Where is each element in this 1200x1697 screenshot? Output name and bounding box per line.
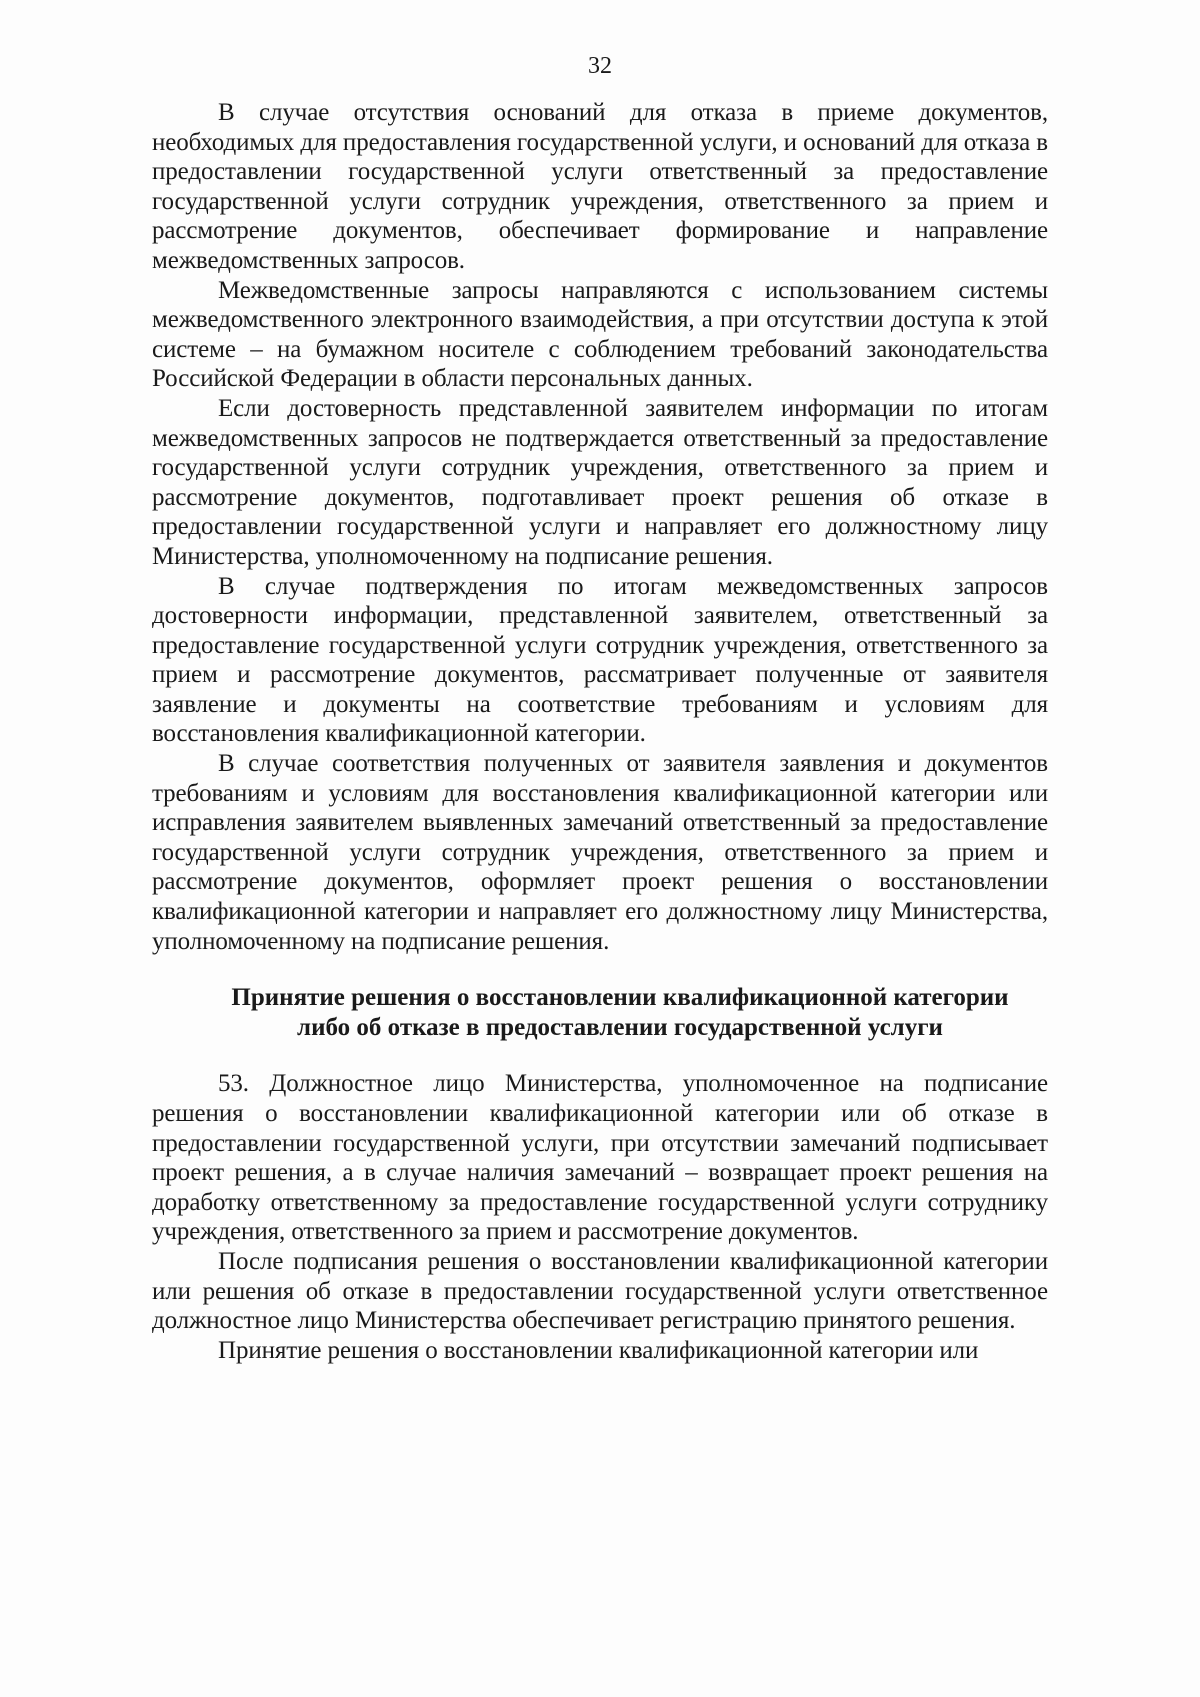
- section-heading: [152, 983, 1048, 1042]
- paragraph-registration: После подписания решения о восстановлении квалификационной категории или решения об отказе в предоставлении государственной услуги ответственное должностное лицо Министерства обеспечивает регистрацию принятого решения.: [152, 1247, 1048, 1335]
- paragraph-decision-continued: Принятие решения о восстановлении квалификационной категории или: [218, 1336, 979, 1364]
- paragraph-item-53: 53. Должностное лицо Министерства, уполномоченное на подписание решения о восстановлении квалификационной категории или об отказе в предоставлении государственной услуги, при отсутствии замечаний подписывает проект решения, а в случае наличия замечаний – возвращает проект решения на доработку ответственному за предоставление государственной услуги сотруднику учреждения, ответственного за прием и рассмотрение документов.: [152, 1070, 1048, 1246]
- paragraph-interdepartmental-requests: В случае отсутствия оснований для отказа в приеме документов, необходимых для предоставления государственной услуги, и оснований для отказа в предоставлении государственной услуги ответственный за предоставление государственной услуги сотрудник учреждения, ответственного за прием и рассмотрение документов, обеспечивает формирование и направление межведомственных запросов.: [152, 99, 1048, 274]
- paragraph-compliance: В случае соответствия полученных от заявителя заявления и документов требованиям и условиям для восстановления квалификационной категории или исправления заявителем выявленных замечаний ответственный за предоставление государственной услуги сотрудник учреждения, ответственного за прием и рассмотрение документов, оформляет проект решения о восстановлении квалификационной категории и направляет его должностному лицу Министерства, уполномоченному на подписание решения.: [152, 750, 1048, 955]
- page-number: 32: [588, 53, 612, 79]
- paragraph-smev-system: Межведомственные запросы направляются с использованием системы межведомственного электронного взаимодействия, а при отсутствии доступа к этой системе – на бумажном носителе с соблюдением требований законодательства Российской Федерации в области персональных данных.: [152, 276, 1048, 393]
- section-heading-line-1: Принятие решения о восстановлении квалификационной категории: [231, 984, 1009, 1012]
- paragraph-confirmed: В случае подтверждения по итогам межведомственных запросов достоверности информации, представленной заявителем, ответственный за предоставление государственной услуги сотрудник учреждения, ответственного за прием и рассмотрение документов, рассматривает полученные от заявителя заявление и документы на соответствие требованиям и условиям для восстановления квалификационной категории.: [152, 572, 1048, 748]
- section-heading-line-2: либо об отказе в предоставлении государственной услуги: [297, 1013, 943, 1041]
- paragraph-not-confirmed: Если достоверность представленной заявителем информации по итогам межведомственных запросов не подтверждается ответственный за предоставление государственной услуги сотрудник учреждения, ответственного за прием и рассмотрение документов, подготавливает проект решения об отказе в предоставлении государственной услуги и направляет его должностному лицу Министерства, уполномоченному на подписание решения.: [152, 394, 1048, 570]
- document-body: [152, 98, 1048, 1365]
